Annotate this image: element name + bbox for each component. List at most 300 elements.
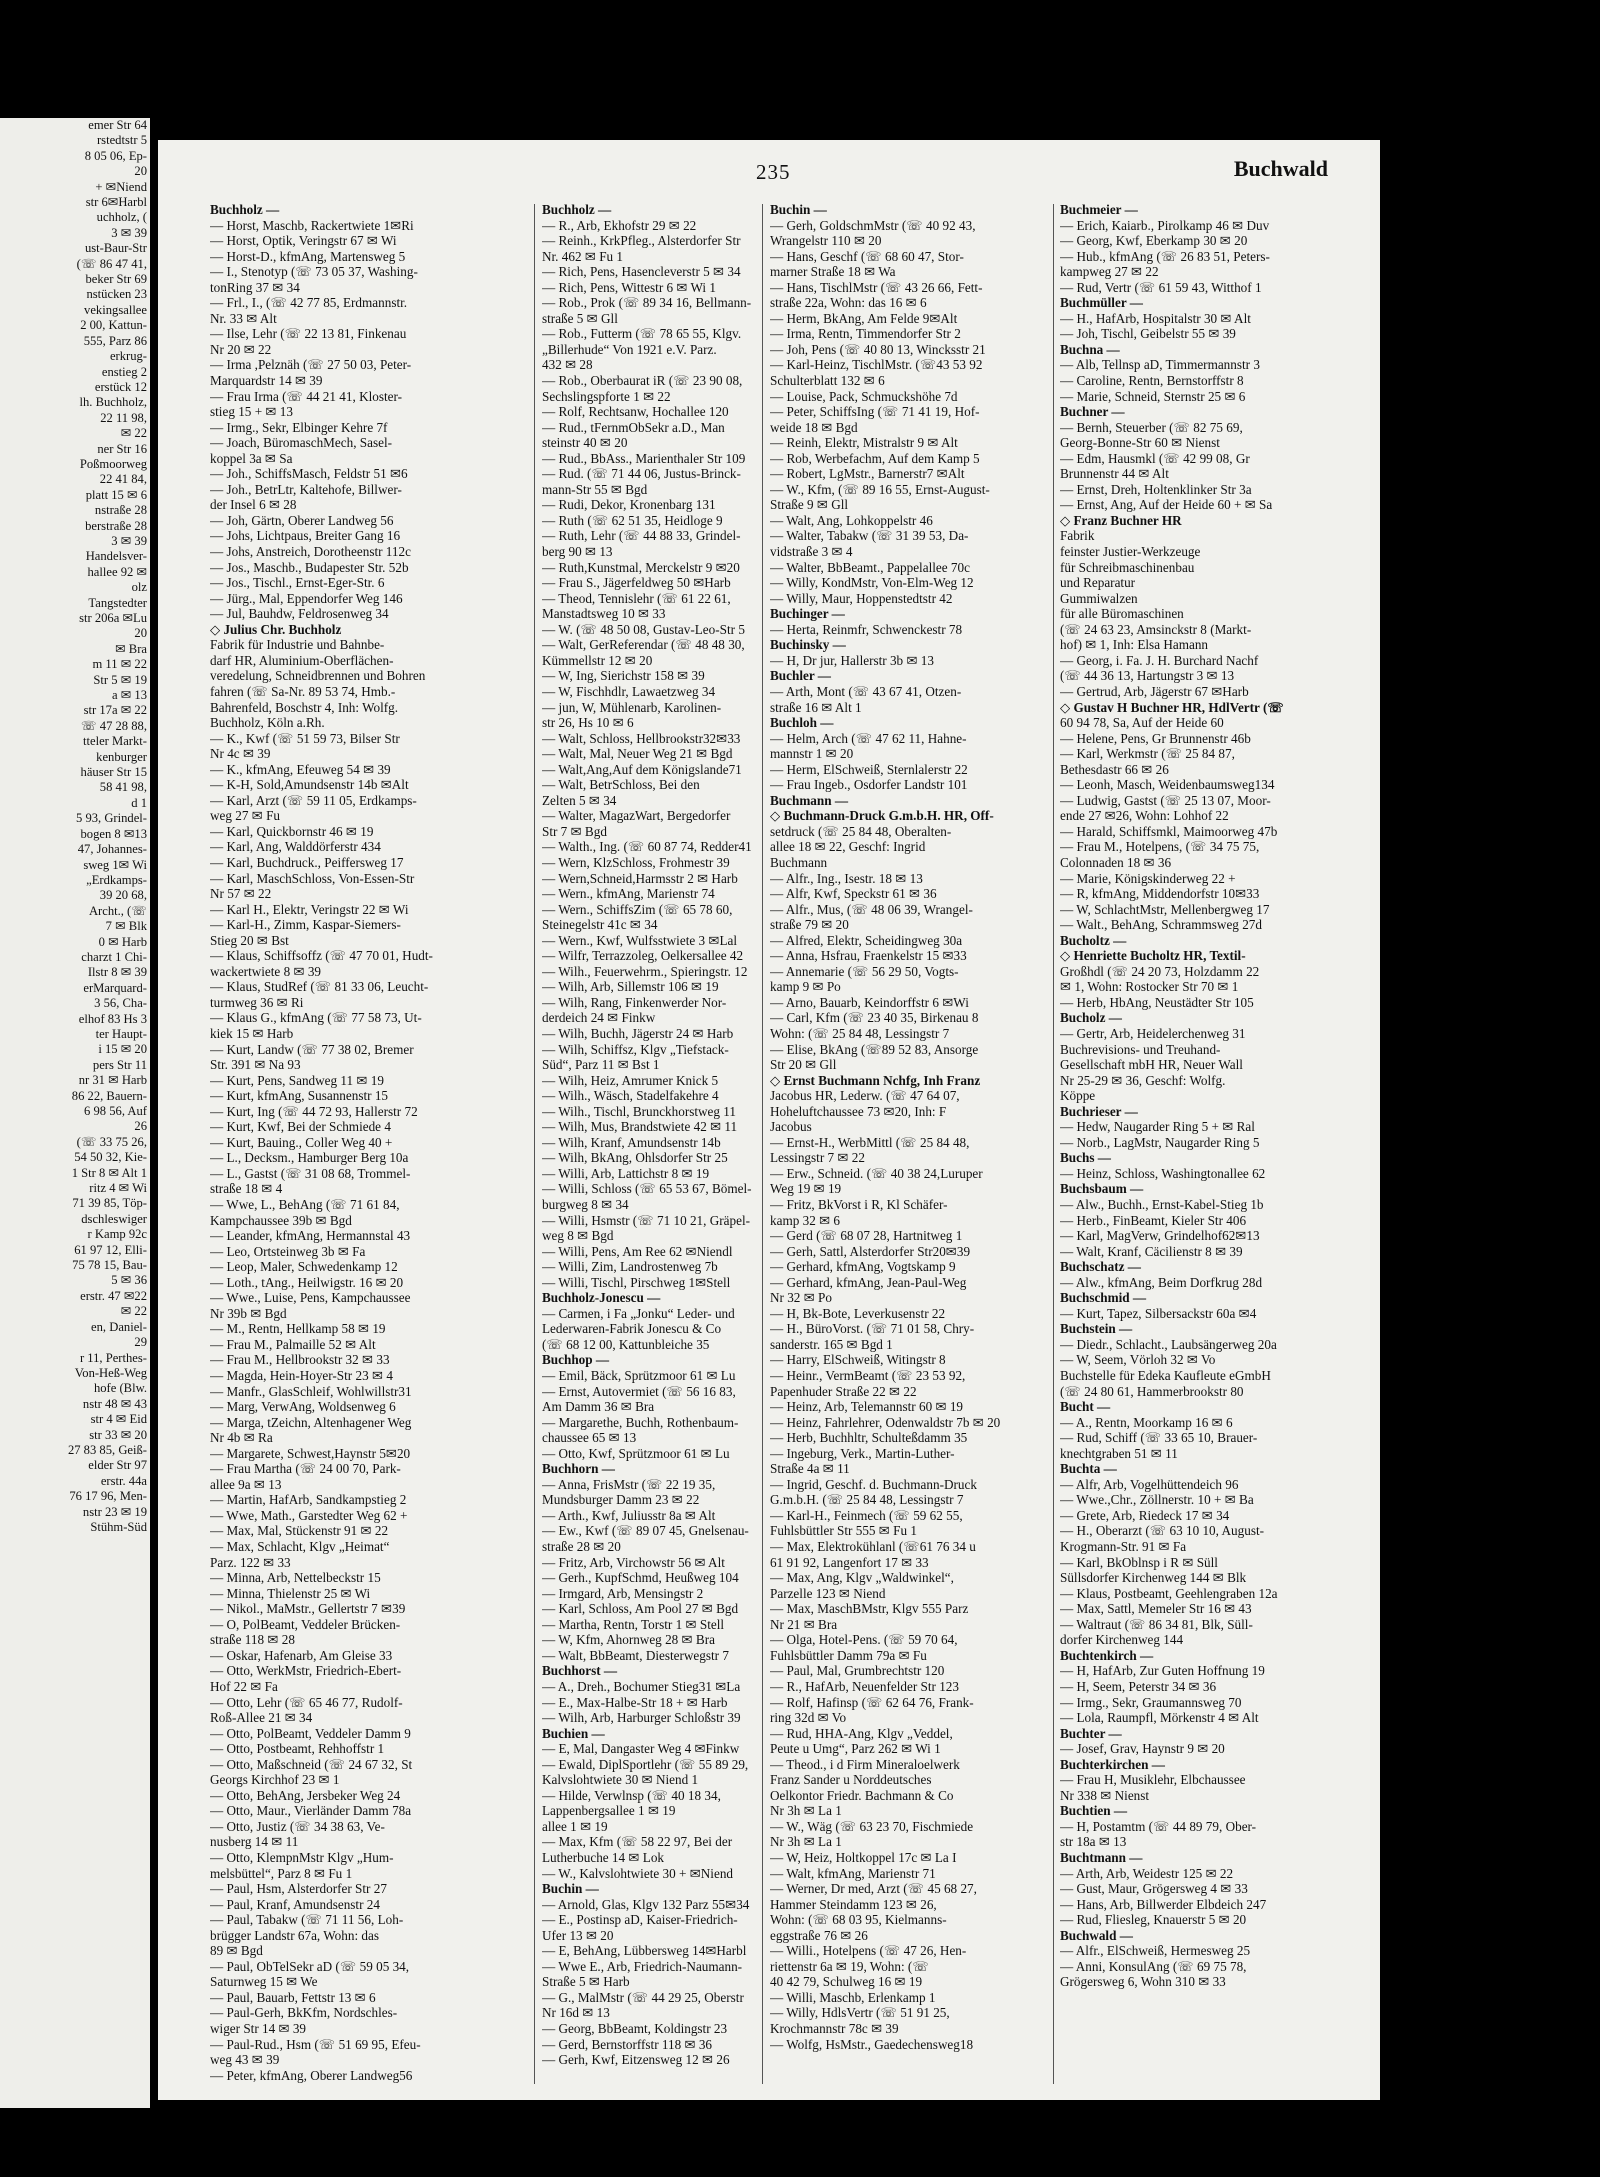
previous-page-line: 2 00, Kattun-: [80, 318, 147, 333]
previous-page-line: erkrug-: [109, 349, 147, 364]
directory-entry: Nr 338 ✉ Nienst: [1060, 1787, 1150, 1803]
directory-entry: Manstadtsweg 10 ✉ 33: [542, 606, 666, 622]
directory-entry: — Georg, Kwf, Eberkamp 30 ✉ 20: [1060, 233, 1248, 249]
directory-entry: Parzelle 123 ✉ Niend: [770, 1585, 886, 1601]
directory-entry: Parz. 122 ✉ 33: [210, 1554, 291, 1570]
previous-page-line: en, Daniel-: [91, 1319, 147, 1334]
directory-entry: (☏ 68 12 00, Kattunbleiche 35: [542, 1336, 710, 1352]
directory-entry: — W., Kalvslohtwiete 30 + ✉Niend: [542, 1865, 734, 1881]
directory-entry: steinstr 40 ✉ 20: [542, 435, 628, 451]
previous-page-line: platt 15 ✉ 6: [85, 487, 147, 502]
directory-entry: — Otto, Kwf, Sprützmoor 61 ✉ Lu: [542, 1445, 730, 1461]
previous-page-line: 75 78 15, Bau-: [72, 1258, 147, 1273]
previous-page-line: nstraße 28: [94, 503, 147, 518]
previous-page-line: 1 Str 8 ✉ Alt 1: [71, 1165, 147, 1180]
directory-entry: Buchstein —: [1060, 1321, 1133, 1337]
directory-entry: Fabrik für Industrie und Bahnbe-: [210, 637, 385, 653]
directory-entry: — W, Ing, Sierichstr 158 ✉ 39: [542, 668, 705, 684]
previous-page-line: dschleswiger: [81, 1211, 147, 1226]
directory-entry: — Norb., LagMstr, Naugarder Ring 5: [1060, 1134, 1260, 1150]
directory-entry: — Klaus, Schiffsoffz (☏ 47 70 01, Hudt-: [210, 948, 433, 964]
directory-entry: Nr 20 ✉ 22: [210, 341, 272, 357]
directory-entry: Süllsdorfer Kirchenweg 144 ✉ Blk: [1060, 1570, 1247, 1586]
directory-entry: — Reinh, Elektr, Mistralstr 9 ✉ Alt: [770, 435, 958, 451]
directory-entry: Buchholz, Köln a.Rh.: [210, 715, 325, 731]
directory-entry: sanderstr. 165 ✉ Bgd 1: [770, 1336, 893, 1352]
directory-entry: — Ruth,Kunstmal, Merckelstr 9 ✉20: [542, 559, 740, 575]
directory-entry: — Karl, Schloss, Am Pool 27 ✉ Bgd: [542, 1601, 739, 1617]
directory-entry: Georg-Bonne-Str 60 ✉ Nienst: [1060, 435, 1220, 451]
directory-entry: Buchschmid —: [1060, 1290, 1147, 1306]
directory-entry: Buchschatz —: [1060, 1259, 1141, 1275]
directory-entry: — Leo, Ortsteinweg 3b ✉ Fa: [210, 1243, 366, 1259]
directory-entry: Grögersweg 6, Wohn 310 ✉ 33: [1060, 1974, 1226, 1990]
directory-entry: — W, Heiz, Holtkoppel 17c ✉ La I: [770, 1849, 957, 1865]
directory-entry: Oelkontor Friedr. Bachmann & Co: [770, 1787, 954, 1803]
directory-entry: Fabrik: [1060, 528, 1095, 544]
directory-entry: — Oskar, Hafenarb, Am Gleise 33: [210, 1647, 393, 1663]
directory-entry: — Herb, HbAng, Neustädter Str 105: [1060, 994, 1254, 1010]
directory-entry: — Marg, VerwAng, Woldsenweg 6: [210, 1399, 396, 1415]
directory-entry: Fuhlsbüttler Damm 79a ✉ Fu: [770, 1647, 927, 1663]
directory-entry: — Jos., Tischl., Ernst-Eger-Str. 6: [210, 575, 385, 591]
directory-entry: — L., Gastst (☏ 31 08 68, Trommel-: [210, 1165, 411, 1181]
directory-entry: — Hans, Geschf (☏ 68 60 47, Stor-: [770, 248, 964, 264]
previous-page-line: rstedtstr 5: [96, 133, 147, 148]
directory-entry: — Elise, BkAng (☏89 52 83, Ansorge: [770, 1041, 979, 1057]
directory-entry: — Rob., Futterm (☏ 78 65 55, Klgv.: [542, 326, 742, 342]
directory-entry: (☏ 24 63 23, Amsinckstr 8 (Markt-: [1060, 621, 1252, 637]
directory-entry: — jun, W, Mühlenarb, Karolinen-: [542, 699, 722, 715]
directory-entry: — Karl, MaschSchloss, Von-Essen-Str: [210, 870, 415, 886]
previous-page-line: 555, Parz 86: [83, 333, 147, 348]
previous-page-line: 5 93, Grindel-: [76, 811, 147, 826]
directory-entry: — Ingeburg, Verk., Martin-Luther-: [770, 1445, 955, 1461]
directory-entry: — Gerd, Bernstorffstr 118 ✉ 36: [542, 2036, 713, 2052]
directory-entry: — G., MalMstr (☏ 44 29 25, Oberstr: [542, 1989, 744, 2005]
directory-entry: — Kurt, Landw (☏ 77 38 02, Bremer: [210, 1041, 414, 1057]
directory-entry: — Willi, Hsmstr (☏ 71 10 21, Gräpel-: [542, 1212, 751, 1228]
directory-entry: ◇ Buchmann-Druck G.m.b.H. HR, Off-: [770, 808, 994, 824]
directory-entry: — Herta, Reinmfr, Schwenckestr 78: [770, 621, 963, 637]
directory-entry: Peute u Umg“, Parz 262 ✉ Wi 1: [770, 1741, 941, 1757]
directory-entry: hof) ✉ 1, Inh: Elsa Hamann: [1060, 637, 1209, 653]
directory-entry: Fuhlsbüttler Str 555 ✉ Fu 1: [770, 1523, 917, 1539]
directory-entry: tonRing 37 ✉ 34: [210, 279, 300, 295]
directory-entry: — Alfr., Ing., Isestr. 18 ✉ 13: [770, 870, 923, 886]
previous-page-line: + ✉Niend: [95, 179, 147, 194]
directory-entry: Kümmellstr 12 ✉ 20: [542, 652, 653, 668]
directory-entry: — E., Max-Halbe-Str 18 + ✉ Harb: [542, 1694, 728, 1710]
directory-entry: — Jürg., Mal, Eppendorfer Weg 146: [210, 590, 403, 606]
directory-entry: — Loth., tAng., Heilwigstr. 16 ✉ 20: [210, 1274, 404, 1290]
directory-entry: der Insel 6 ✉ 28: [210, 497, 297, 513]
directory-entry: — Wwe., Luise, Pens, Kampchaussee: [210, 1290, 411, 1306]
directory-entry: — Fritz, Arb, Virchowstr 56 ✉ Alt: [542, 1554, 725, 1570]
directory-entry: — Wilh, Heiz, Amrumer Knick 5: [542, 1072, 719, 1088]
directory-entry: Nr 3h ✉ La 1: [770, 1834, 842, 1850]
directory-entry: — Wern, KlzSchloss, Frohmestr 39: [542, 854, 730, 870]
directory-entry: — Rob., Oberbaurat iR (☏ 23 90 08,: [542, 373, 743, 389]
previous-page-line: nr 31 ✉ Harb: [78, 1073, 147, 1088]
directory-entry: allee 1 ✉ 19: [542, 1818, 608, 1834]
directory-entry: — Rudi, Dekor, Kronenbarg 131: [542, 497, 716, 513]
directory-entry: — I., Stenotyp (☏ 73 05 37, Washing-: [210, 264, 418, 280]
directory-entry: Kalvslohtwiete 30 ✉ Niend 1: [542, 1772, 699, 1788]
directory-entry: 432 ✉ 28: [542, 357, 593, 373]
directory-entry: — Max, Kfm (☏ 58 22 97, Bei der: [542, 1834, 733, 1850]
directory-entry: Buchmann —: [770, 792, 849, 808]
directory-entry: straße 118 ✉ 28: [210, 1632, 295, 1648]
directory-entry: straße 18 ✉ 4: [210, 1181, 283, 1197]
directory-entry: Buchmann: [770, 854, 828, 870]
previous-page-line: 22 11 98,: [100, 410, 147, 425]
directory-entry: — Wwe.,Chr., Zöllnerstr. 10 + ✉ Ba: [1060, 1492, 1254, 1508]
directory-entry: — Walt., BehAng, Schrammsweg 27d: [1060, 917, 1262, 933]
directory-entry: Mundsburger Damm 23 ✉ 22: [542, 1492, 700, 1508]
previous-page-line: ✉ 22: [120, 426, 147, 441]
directory-entry: — Manfr., GlasSchleif, Wohlwillstr31: [210, 1383, 412, 1399]
directory-entry: — A., Dreh., Bochumer Stieg31 ✉La: [542, 1678, 741, 1694]
directory-entry: Krogmann-Str. 91 ✉ Fa: [1060, 1539, 1187, 1555]
directory-entry: — Caroline, Rentn, Bernstorffstr 8: [1060, 373, 1244, 389]
directory-entry: — Hans, Arb, Billwerder Elbdeich 247: [1060, 1896, 1267, 1912]
directory-entry: — W., Kfm, (☏ 89 16 55, Ernst-August-: [770, 481, 990, 497]
directory-entry: Wohn: (☏ 68 03 95, Kielmanns-: [770, 1912, 947, 1928]
directory-entry: — Paul, Hsm, Alsterdorfer Str 27: [210, 1881, 387, 1897]
directory-entry: Marquardstr 14 ✉ 39: [210, 373, 323, 389]
directory-entry: Str 7 ✉ Bgd: [542, 823, 607, 839]
directory-entry: — Wilh, Rang, Finkenwerder Nor-: [542, 994, 727, 1010]
column-divider: [1053, 204, 1054, 2084]
directory-entry: Georgs Kirchhof 23 ✉ 1: [210, 1772, 340, 1788]
directory-entry: — Ernst, Ang, Auf der Heide 60 + ✉ Sa: [1060, 497, 1273, 513]
directory-entry: — Willi, Tischl, Pirschweg 1✉Stell: [542, 1274, 731, 1290]
directory-entry: Lessingstr 7 ✉ 22: [770, 1150, 865, 1166]
directory-entry: Hoheluftchaussee 73 ✉20, Inh: F: [770, 1103, 947, 1119]
directory-entry: — Joh, Gärtn, Oberer Landweg 56: [210, 512, 394, 528]
directory-entry: stieg 15 + ✉ 13: [210, 404, 293, 420]
directory-entry: — Alw., kfmAng, Beim Dorfkrug 28d: [1060, 1274, 1263, 1290]
directory-entry: veredelung, Schneidbrennen und Bohren: [210, 668, 426, 684]
directory-entry: — Gerh., KupfSchmd, Heußweg 104: [542, 1570, 739, 1586]
directory-entry: Colonnaden 18 ✉ 36: [1060, 854, 1172, 870]
directory-entry: — Diedr., Schlacht., Laubsängerweg 20a: [1060, 1336, 1277, 1352]
previous-page-line: 20: [134, 626, 147, 641]
previous-page-line: 6 98 56, Auf: [84, 1104, 147, 1118]
previous-page-line: Handelsver-: [85, 549, 147, 564]
directory-entry: — H, Bk-Bote, Leverkusenstr 22: [770, 1305, 946, 1321]
directory-entry: — Leander, kfmAng, Hermannstal 43: [210, 1228, 411, 1244]
directory-entry: Buchs —: [1060, 1150, 1111, 1166]
previous-page-line: hofe (Blw.: [93, 1381, 147, 1396]
directory-entry: — Karl-H., Zimm, Kaspar-Siemers-: [210, 917, 401, 933]
previous-page-line: 76 17 96, Men-: [69, 1489, 147, 1504]
directory-entry: — Alw., Buchh., Ernst-Kabel-Stieg 1b: [1060, 1197, 1264, 1212]
directory-entry: — Heinz, Fahrlehrer, Odenwaldstr 7b ✉ 20: [770, 1414, 1001, 1430]
directory-entry: — Alfr., Mus, (☏ 48 06 39, Wrangel-: [770, 901, 973, 917]
previous-page-line: Poßmoorweg: [79, 456, 147, 471]
directory-entry: Wrangelstr 110 ✉ 20: [770, 233, 882, 249]
directory-entry: Nr 57 ✉ 22: [210, 886, 272, 902]
previous-page-line: 8 05 06, Ep-: [84, 148, 147, 163]
directory-entry: Buchner —: [1060, 404, 1125, 420]
directory-entry: allee 9a ✉ 13: [210, 1476, 282, 1492]
directory-entry: Brunnenstr 44 ✉ Alt: [1060, 466, 1169, 482]
directory-entry: — H., HafArb, Hospitalstr 30 ✉ Alt: [1060, 310, 1251, 326]
directory-entry: Buchtien —: [1060, 1803, 1128, 1819]
directory-entry: Bahrenfeld, Boschstr 4, Inh: Wolfg.: [210, 699, 399, 715]
directory-entry: — Paul, Tabakw (☏ 71 11 56, Loh-: [210, 1912, 404, 1928]
directory-entry: — Edm, Hausmkl (☏ 42 99 08, Gr: [1060, 450, 1250, 466]
directory-entry: weg 43 ✉ 39: [210, 2052, 280, 2068]
directory-entry: — Peter, kfmAng, Oberer Landweg56: [210, 2067, 413, 2083]
directory-entry: — Paul, Mal, Grumbrechtstr 120: [770, 1663, 945, 1679]
directory-entry: — Frau Ingeb., Osdorfer Landstr 101: [770, 777, 968, 793]
directory-entry: — Horst, Optik, Veringstr 67 ✉ Wi: [210, 233, 397, 249]
previous-page-line: Archt., (☏: [88, 903, 147, 918]
directory-entry: — Lola, Raumpfl, Mörkenstr 4 ✉ Alt: [1060, 1710, 1259, 1726]
directory-entry: — Magda, Hein-Hoyer-Str 23 ✉ 4: [210, 1368, 393, 1384]
directory-entry: Sechslingspforte 1 ✉ 22: [542, 388, 671, 404]
directory-entry: — Karl H., Elektr, Veringstr 22 ✉ Wi: [210, 901, 409, 917]
previous-page-line: „Erdkamps-: [86, 872, 147, 887]
directory-entry: — Walt, Mal, Neuer Weg 21 ✉ Bgd: [542, 746, 733, 762]
directory-entry: — Klaus, Postbeamt, Geehlengraben 12a: [1060, 1585, 1278, 1601]
previous-page-line: berstraße 28: [85, 518, 147, 533]
directory-entry: — Walter, MagazWart, Bergedorfer: [542, 808, 731, 824]
previous-page-line: erstr. 47 ✉22: [80, 1288, 147, 1303]
directory-entry: — Klaus G., kfmAng (☏ 77 58 73, Ut-: [210, 1010, 422, 1026]
previous-page-line: 3 ✉ 39: [111, 533, 147, 548]
directory-entry: Bethesdastr 66 ✉ 26: [1060, 761, 1169, 777]
directory-entry: straße 22a, Wohn: das 16 ✉ 6: [770, 295, 927, 311]
directory-entry: — Margarete, Schwest,Haynstr 5✉20: [210, 1445, 411, 1461]
directory-entry: kampweg 27 ✉ 22: [1060, 264, 1159, 280]
previous-page-line: ust-Baur-Str: [84, 241, 147, 256]
directory-entry: str 18a ✉ 13: [1060, 1834, 1127, 1850]
directory-entry: — Walt, GerReferendar (☏ 48 48 30,: [542, 637, 745, 653]
previous-page-line: uchholz, (: [96, 210, 147, 225]
directory-entry: — Erw., Schneid. (☏ 40 38 24,Luruper: [770, 1165, 983, 1181]
directory-entry: — Max, Elektrokühlanl (☏61 76 34 u: [770, 1539, 976, 1555]
directory-entry: ✉ 1, Wohn: Rostocker Str 70 ✉ 1: [1060, 979, 1239, 995]
previous-page-line: elhof 83 Hs 3: [78, 1011, 147, 1026]
directory-entry: — Horst, Maschb, Rackertwiete 1✉Ri: [210, 217, 414, 233]
directory-entry: — Ew., Kwf (☏ 89 07 45, Gnelsenau-: [542, 1523, 749, 1539]
directory-entry: — R., HafArb, Neuenfelder Str 123: [770, 1678, 959, 1694]
directory-entry: — E, BehAng, Lübbersweg 14✉Harbl: [542, 1943, 747, 1959]
previous-page-line: m 11 ✉ 22: [92, 657, 147, 672]
directory-entry: vidstraße 3 ✉ 4: [770, 544, 853, 560]
previous-page-line: ner Str 16: [97, 441, 147, 456]
directory-entry: berg 90 ✉ 13: [542, 544, 613, 560]
directory-entry: — Willi, Pens, Am Ree 62 ✉Niendl: [542, 1243, 733, 1259]
directory-entry: Saturnweg 15 ✉ We: [210, 1974, 318, 1990]
directory-entry: straße 79 ✉ 20: [770, 917, 849, 933]
directory-entry: Hof 22 ✉ Fa: [210, 1678, 278, 1694]
directory-entry: — Alfr, Arb, Vogelhüttendeich 96: [1060, 1476, 1239, 1492]
directory-entry: koppel 3a ✉ Sa: [210, 450, 293, 466]
running-header: Buchwald: [1233, 156, 1328, 181]
directory-entry: — W, Fischhdlr, Lawaetzweg 34: [542, 683, 716, 699]
directory-entry: — Anni, KonsulAng (☏ 69 75 78,: [1060, 1958, 1247, 1974]
directory-entry: — Joh, Tischl, Geibelstr 55 ✉ 39: [1060, 326, 1236, 342]
previous-page-line: 22 41 84,: [99, 472, 147, 487]
directory-entry: — Otto, Justiz (☏ 34 38 63, Ve-: [210, 1818, 385, 1834]
directory-entry: Str. 391 ✉ Na 93: [210, 1057, 301, 1073]
directory-entry: — Waltraut (☏ 86 34 81, Blk, Süll-: [1060, 1616, 1253, 1632]
directory-entry: Gummiwalzen: [1060, 590, 1138, 606]
previous-page-line: 5 ✉ 36: [111, 1273, 147, 1288]
directory-entry: Buchien —: [542, 1725, 605, 1741]
directory-entry: — H., BüroVorst. (☏ 71 01 58, Chry-: [770, 1321, 975, 1337]
directory-entry: — Minna, Thielenstr 25 ✉ Wi: [210, 1585, 371, 1601]
directory-entry: — Hub., kfmAng (☏ 26 83 51, Peters-: [1060, 248, 1270, 264]
directory-entry: — Frau M., Palmaille 52 ✉ Alt: [210, 1336, 376, 1352]
directory-entry: — Leonh, Masch, Weidenbaumsweg134: [1060, 777, 1275, 793]
previous-page-line: str 206a ✉Lu: [79, 611, 147, 625]
directory-entry: — Karl, Buchdruck., Peiffersweg 17: [210, 854, 404, 870]
directory-entry: — Emil, Bäck, Sprützmoor 61 ✉ Lu: [542, 1368, 736, 1384]
previous-page-line: 26: [134, 1119, 147, 1134]
directory-entry: — Walt,Ang,Auf dem Königslande71: [542, 761, 742, 777]
directory-page: [158, 140, 1380, 2100]
directory-entry: — Ilse, Lehr (☏ 22 13 81, Finkenau: [210, 326, 407, 342]
directory-entry: Straße 9 ✉ Gll: [770, 497, 849, 513]
directory-entry: Gesellschaft mbH HR, Neuer Wall: [1060, 1057, 1243, 1073]
directory-entry: Buchhorn —: [542, 1461, 615, 1477]
directory-entry: — Rud., tFernmObSekr a.D., Man: [542, 419, 725, 435]
directory-entry: — Irmg., Sekr, Elbinger Kehre 7f: [210, 419, 388, 435]
directory-entry: — Alfr, Kwf, Speckstr 61 ✉ 36: [770, 886, 937, 902]
directory-entry: Nr 16d ✉ 13: [542, 2005, 610, 2021]
directory-entry: — Jos., Maschb., Budapester Str. 52b: [210, 559, 409, 575]
directory-entry: — Karl, Arzt (☏ 59 11 05, Erdkamps-: [210, 792, 417, 808]
directory-entry: Stieg 20 ✉ Bst: [210, 932, 289, 948]
directory-entry: — R., Arb, Ekhofstr 29 ✉ 22: [542, 217, 697, 233]
directory-entry: — Otto, Lehr (☏ 65 46 77, Rudolf-: [210, 1694, 403, 1710]
directory-entry: — Kurt, Bauing., Coller Weg 40 +: [210, 1134, 393, 1150]
directory-entry: Buchter —: [1060, 1725, 1122, 1741]
previous-page-line: 58 41 98,: [99, 780, 147, 795]
directory-entry: kamp 9 ✉ Po: [770, 979, 841, 995]
directory-entry: — E., Postinsp aD, Kaiser-Friedrich-: [542, 1912, 738, 1928]
directory-entry: — Wilh., Wäsch, Stadelfakehre 4: [542, 1088, 719, 1104]
directory-entry: mann-Str 55 ✉ Bgd: [542, 481, 648, 497]
directory-entry: Buchholz-Jonescu —: [542, 1290, 661, 1306]
directory-entry: ◇ Gustav H Buchner HR, HdlVertr (☏: [1060, 699, 1284, 715]
directory-entry: — Wern., kfmAng, Marienstr 74: [542, 886, 715, 902]
directory-entry: derdeich 24 ✉ Finkw: [542, 1010, 656, 1026]
previous-page-line: 20: [134, 164, 147, 179]
previous-page-line: ritz 4 ✉ Wi: [89, 1181, 147, 1196]
directory-entry: — Ernst-H., WerbMittl (☏ 25 84 48,: [770, 1134, 970, 1150]
directory-entry: Steinegelstr 41c ✉ 34: [542, 917, 658, 933]
directory-entry: — Gust, Maur, Grögersweg 4 ✉ 33: [1060, 1881, 1248, 1897]
directory-entry: kamp 32 ✉ 6: [770, 1212, 841, 1228]
directory-entry: — Arth, Arb, Weidestr 125 ✉ 22: [1060, 1865, 1234, 1881]
directory-entry: — Heinr., VermBeamt (☏ 23 53 92,: [770, 1368, 966, 1384]
directory-entry: — Wilh., Feuerwehrm., Spieringstr. 12: [542, 963, 748, 979]
directory-entry: — Wilh, Arb, Harburger Schloßstr 39: [542, 1710, 741, 1726]
directory-entry: — Martha, Rentn, Torstr 1 ✉ Stell: [542, 1616, 725, 1632]
directory-entry: — Werner, Dr med, Arzt (☏ 45 68 27,: [770, 1881, 977, 1897]
directory-entry: Buchinger —: [770, 606, 845, 622]
directory-entry: — Marga, tZeichn, Altenhagener Weg: [210, 1414, 412, 1430]
directory-entry: — Joach, BüromaschMech, Sasel-: [210, 435, 393, 451]
directory-entry: — Martin, HafArb, Sandkampstieg 2: [210, 1492, 407, 1508]
previous-page-line: erstück 12: [94, 379, 147, 394]
directory-entry: — Kurt, Tapez, Silbersackstr 60a ✉4: [1060, 1305, 1257, 1321]
directory-entry: straße 28 ✉ 20: [542, 1539, 621, 1555]
directory-entry: — Gerhard, kfmAng, Jean-Paul-Weg: [770, 1274, 967, 1290]
directory-entry: Buchtenkirch —: [1060, 1647, 1154, 1663]
directory-entry: — Irma ,Pelznäh (☏ 27 50 03, Peter-: [210, 357, 412, 373]
directory-entry: — Frau Irma (☏ 44 21 41, Kloster-: [210, 388, 403, 404]
directory-entry: — Herm, BkAng, Am Felde 9✉Alt: [770, 310, 958, 326]
directory-entry: für Schreibmaschinenbau: [1060, 559, 1195, 575]
directory-entry: — E, Mal, Dangaster Weg 4 ✉Finkw: [542, 1741, 740, 1757]
directory-entry: weg 8 ✉ Bgd: [542, 1228, 614, 1244]
directory-entry: — Helm, Arch (☏ 47 62 11, Hahne-: [770, 730, 967, 746]
directory-entry: — Frau H, Musiklehr, Elbchaussee: [1060, 1772, 1246, 1788]
directory-entry: — Otto, BehAng, Jersbeker Weg 24: [210, 1787, 401, 1803]
directory-entry: — Joh., SchiffsMasch, Feldstr 51 ✉6: [210, 466, 408, 482]
directory-entry: — O, PolBeamt, Veddeler Brücken-: [210, 1616, 401, 1632]
directory-entry: wackertwiete 8 ✉ 39: [210, 963, 322, 979]
directory-entry: Buchholz —: [542, 202, 612, 217]
directory-entry: ◇ Franz Buchner HR: [1060, 512, 1182, 528]
directory-entry: — Hedw, Naugarder Ring 5 + ✉ Ral: [1060, 1119, 1255, 1135]
previous-page-line: i 15 ✉ 20: [98, 1042, 147, 1057]
previous-page-line: tteler Markt-: [83, 734, 147, 749]
previous-page-line: r 11, Perthes-: [79, 1350, 147, 1365]
directory-entry: — Karl, Werkmstr (☏ 25 84 87,: [1060, 746, 1235, 762]
directory-entry: — Ruth (☏ 62 51 35, Heidloge 9: [542, 512, 723, 528]
directory-entry: Buchmeier —: [1060, 202, 1138, 217]
directory-entry: Nr 4b ✉ Ra: [210, 1430, 273, 1446]
directory-entry: — Otto, WerkMstr, Friedrich-Ebert-: [210, 1663, 402, 1679]
directory-entry: — Harry, ElSchweiß, Witingstr 8: [770, 1352, 946, 1368]
directory-entry: — Wilh, Kranf, Amundsenstr 14b: [542, 1134, 721, 1150]
directory-entry: Buchtmann —: [1060, 1849, 1143, 1865]
previous-page-line: kenburger: [96, 749, 147, 764]
directory-entry: — Arno, Bauarb, Keindorffstr 6 ✉Wi: [770, 994, 969, 1010]
directory-entry: Bucholz —: [1060, 1010, 1122, 1026]
directory-entry: allee 18 ✉ 22, Geschf: Ingrid: [770, 839, 926, 855]
directory-entry: — Robert, LgMstr., Barnerstr7 ✉Alt: [770, 466, 965, 482]
directory-entry: — Walt, BbBeamt, Diesterwegstr 7: [542, 1647, 729, 1663]
directory-entry: — Rud., BbAss., Marienthaler Str 109: [542, 450, 746, 466]
directory-entry: 61 91 92, Langenfort 17 ✉ 33: [770, 1554, 929, 1570]
directory-entry: — Rud, Schiff (☏ 33 65 10, Brauer-: [1060, 1430, 1258, 1446]
directory-entry: — Gertr, Arb, Heidelerchenweg 31: [1060, 1025, 1246, 1041]
previous-page-line: 3 ✉ 39: [111, 225, 147, 240]
directory-entry: (☏ 24 80 61, Hammerbrookstr 80: [1060, 1383, 1244, 1399]
directory-entry: Schulterblatt 132 ✉ 6: [770, 373, 885, 389]
directory-entry: — Erich, Kaiarb., Pirolkamp 46 ✉ Duv: [1060, 217, 1270, 233]
directory-entry: — Walter, BbBeamt., Pappelallee 70c: [770, 559, 970, 575]
directory-entry: — Marie, Königskinderweg 22 +: [1060, 870, 1236, 886]
directory-entry: Lappenbergsallee 1 ✉ 19: [542, 1803, 676, 1819]
directory-entry: eggstraße 76 ✉ 26: [770, 1927, 868, 1943]
directory-entry: — Max, Sattl, Memeler Str 16 ✉ 43: [1060, 1601, 1252, 1617]
directory-entry: — Nikol., MaMstr., Gellertstr 7 ✉39: [210, 1601, 406, 1617]
directory-entry: — Max, Mal, Stückenstr 91 ✉ 22: [210, 1523, 389, 1539]
previous-page-line: enstieg 2: [101, 364, 147, 379]
directory-entry: Hammer Steindamm 123 ✉ 26,: [770, 1896, 937, 1912]
